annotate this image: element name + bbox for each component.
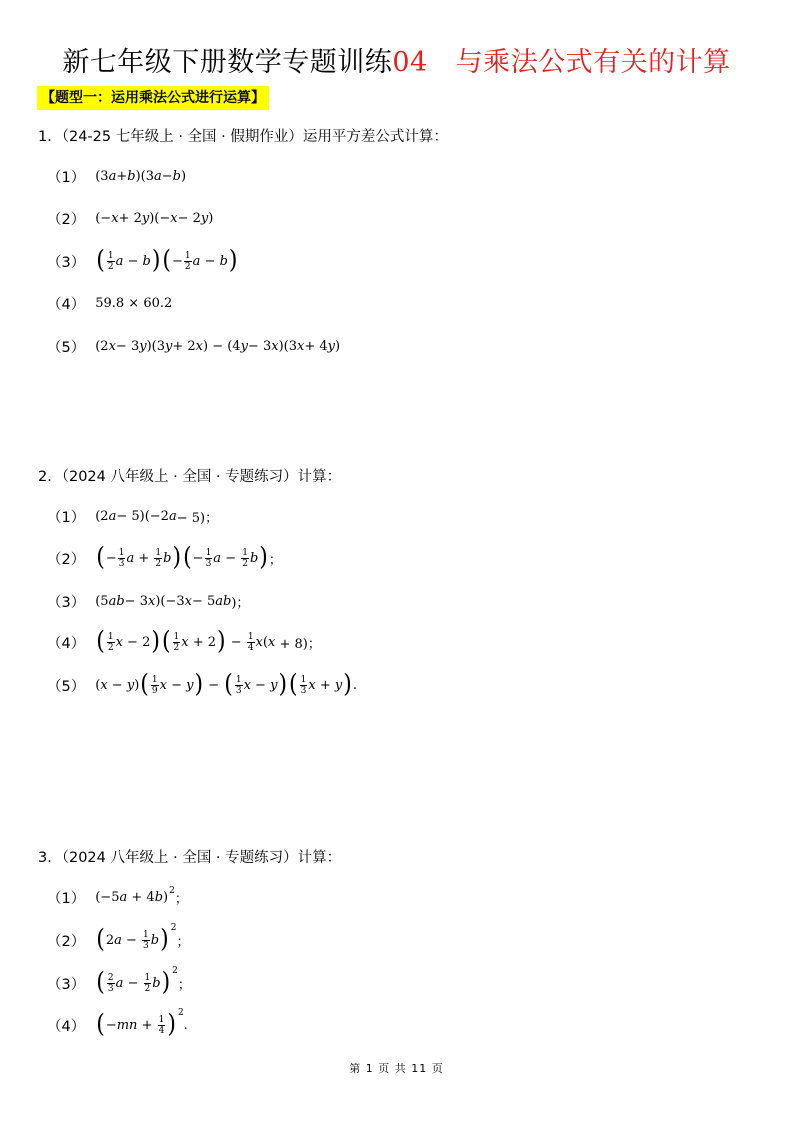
expression: ( x − y ) ( 1 9 x − y ) − ( 1 3 x − y ) ( 1 3 x + y ) . [95,670,357,699]
item-number: （3） [47,254,86,271]
question-1-stem: 1．（24-25 七年级上 · 全国 · 假期作业）运用平方差公式计算： [38,129,448,145]
q3-item-2 [47,923,190,954]
expression: (2 x − 3 y )(3 y + 2 x ) − (4 y − 3 x )(3 x + 4 y ) [95,338,341,354]
q2-item-1 [47,502,218,530]
item-number: （3） [47,976,86,993]
item-number: （2） [47,551,86,568]
item-number: （3） [47,594,86,611]
question-2-stem: 2．（2024 八年级上 · 全国 · 专题练习）计算： [38,469,342,485]
item-number: （1） [47,169,86,186]
expression: (2 a − 5)(−2 a − 5)； [95,508,219,526]
expression: ( 1 2 x − 2 ) ( 1 2 x + 2 ) − 1 4 x ( x + 8)； [96,627,321,656]
title-topic: 与乘法公式有关的计算 [455,47,731,78]
question-3-stem: 3．（2024 八年级上 · 全国 · 专题练习）计算： [38,850,342,866]
item-number: （4） [47,635,86,652]
expression: 59.8 × 60.2 [95,295,173,311]
expression: (−5 a + 4 b ) 2 ； [95,886,188,907]
expression: (− x + 2 y )(− x − 2 y ) [95,210,214,226]
q3-item-3 [47,966,191,997]
expression: ( 2 3 a − 1 2 b ) 2 ； [96,966,191,997]
title-main: 新七年级下册数学专题训练 [62,47,393,78]
expression: ( 1 2 a − b ) ( − 1 2 a − b ) [96,246,238,275]
title-number: 04 [392,47,428,78]
item-number: （1） [47,509,86,526]
q1-item-1 [47,162,186,190]
item-number: （5） [47,678,86,695]
expression: ( − mn + 1 4 ) 2 . [96,1008,188,1039]
item-number: （1） [47,890,86,907]
expression: (5 a b − 3 x )(−3 x − 5 a b )； [95,593,250,611]
q2-item-5 [47,671,357,699]
q1-item-3 [47,247,239,275]
item-number: （4） [47,1018,86,1035]
expression: ( 2 a − 1 3 b ) 2 ； [96,923,190,954]
section-tag: 【题型一：运用乘法公式进行运算】 [37,86,269,110]
item-number: （4） [47,296,86,313]
item-number: （2） [47,211,86,228]
q2-item-4 [47,628,321,656]
q1-item-4 [47,289,172,317]
q1-item-2 [47,204,213,232]
q1-item-5 [47,332,340,360]
q2-item-2 [47,544,282,572]
q3-item-1 [47,883,188,911]
expression: (3 a + b )(3 a − b ) [95,168,187,184]
item-number: （2） [47,933,86,950]
q3-item-4 [47,1008,188,1039]
page-footer: 第 1 页 共 11 页 [349,1062,444,1075]
document-title [0,40,793,79]
expression: ( − 1 3 a + 1 2 b ) ( − 1 3 a − 1 2 b ) ； [96,543,282,572]
item-number: （5） [47,339,86,356]
q2-item-3 [47,587,249,615]
